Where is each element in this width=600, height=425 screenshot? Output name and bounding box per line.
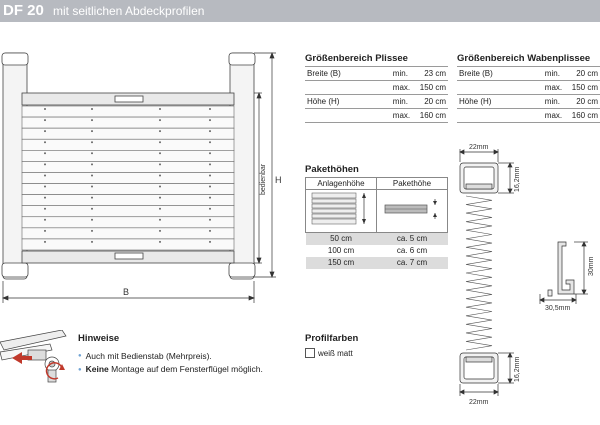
- pleat: [22, 217, 234, 228]
- paket-col1-header: Anlagenhöhe: [306, 178, 377, 190]
- cord-hole: [91, 174, 93, 176]
- waben-row: [457, 67, 600, 81]
- plissee-label: [305, 109, 391, 123]
- cord-hole: [159, 119, 161, 121]
- profilfarben-title: Profilfarben: [305, 333, 359, 344]
- plissee-value: 20 cm: [414, 95, 448, 109]
- hinweis-item-1: [78, 350, 263, 363]
- hinweise-list: [78, 350, 263, 377]
- plissee-table: [305, 66, 448, 123]
- paket-a-0: 50 cm: [306, 233, 377, 245]
- cord-hole: [159, 174, 161, 176]
- cord-hole: [91, 163, 93, 165]
- waben-title: Größenbereich Wabenplissee: [457, 53, 591, 64]
- cord-hole: [209, 119, 211, 121]
- pleat-stack-icon: [306, 190, 376, 230]
- cord-hole: [91, 241, 93, 243]
- cord-hole: [91, 152, 93, 154]
- plissee-row: [305, 109, 448, 123]
- waben-label: Höhe (H): [457, 95, 543, 109]
- plissee-value: 150 cm: [414, 81, 448, 95]
- cord-hole: [44, 219, 46, 221]
- cord-hole: [91, 119, 93, 121]
- pleat: [22, 150, 234, 161]
- paket-b-1: ca. 6 cm: [377, 245, 448, 257]
- cord-hole: [44, 230, 46, 232]
- hinweis-item-2-text: Montage auf dem Fensterflügel möglich.: [108, 364, 263, 375]
- cord-hole: [209, 197, 211, 199]
- plissee-row: [305, 67, 448, 81]
- cord-hole: [91, 230, 93, 232]
- pakethoehe-figure: [377, 190, 448, 233]
- plissee-kind: min.: [391, 95, 415, 109]
- waben-kind: max.: [543, 109, 567, 123]
- top-height-label: 16,2mm: [514, 166, 521, 192]
- waben-label: [457, 109, 543, 123]
- plissee-kind: max.: [391, 81, 415, 95]
- plissee-kind: min.: [391, 67, 415, 81]
- mounting-illustration: [0, 330, 75, 390]
- pleat: [22, 128, 234, 139]
- side-width-label: 30,5mm: [545, 305, 571, 312]
- cord-hole: [44, 130, 46, 132]
- cord-hole: [91, 219, 93, 221]
- plissee-row: [305, 81, 448, 95]
- plissee-label: [305, 81, 391, 95]
- cord-hole: [159, 108, 161, 110]
- anlagenhoehe-figure: [306, 190, 377, 233]
- dim-b-label: B: [123, 287, 130, 297]
- profile-section-diagram: [452, 140, 600, 410]
- paket-table: [305, 177, 448, 269]
- plissee-label: Breite (B): [305, 67, 391, 81]
- paket-col2-header: Pakethöhe: [377, 178, 448, 190]
- product-title: DF 20: [3, 2, 44, 19]
- waben-row: [457, 109, 600, 123]
- waben-value: 20 cm: [566, 95, 600, 109]
- cord-hole: [159, 197, 161, 199]
- paket-title: Pakethöhen: [305, 164, 359, 175]
- cord-hole: [91, 108, 93, 110]
- pleat: [22, 106, 234, 117]
- cord-hole: [159, 130, 161, 132]
- bot-height-label: 16,2mm: [514, 356, 521, 382]
- pleat: [22, 228, 234, 239]
- plissee-kind: max.: [391, 109, 415, 123]
- side-height-label: 30mm: [588, 256, 595, 276]
- cord-hole: [209, 219, 211, 221]
- cord-hole: [209, 174, 211, 176]
- waben-row: [457, 95, 600, 109]
- plissee-title: Größenbereich Plissee: [305, 53, 408, 64]
- cord-hole: [159, 208, 161, 210]
- cord-hole: [44, 163, 46, 165]
- waben-row: [457, 81, 600, 95]
- plissee-row: [305, 95, 448, 109]
- waben-kind: min.: [543, 67, 567, 81]
- cord-hole: [209, 152, 211, 154]
- color-label-weiss: weiß matt: [318, 349, 353, 358]
- color-swatch-weiss[interactable]: [305, 348, 315, 358]
- cord-hole: [159, 241, 161, 243]
- cord-hole: [91, 141, 93, 143]
- top-width-label: 22mm: [469, 144, 489, 151]
- cord-hole: [159, 163, 161, 165]
- pleat: [22, 161, 234, 172]
- paket-b-2: ca. 7 cm: [377, 257, 448, 269]
- paket-b-0: ca. 5 cm: [377, 233, 448, 245]
- hinweis-item-2-bold: Keine: [85, 364, 109, 375]
- waben-value: 20 cm: [566, 67, 600, 81]
- cord-hole: [159, 219, 161, 221]
- pleat: [22, 239, 234, 250]
- cord-hole: [44, 208, 46, 210]
- waben-kind: max.: [543, 81, 567, 95]
- cord-hole: [44, 174, 46, 176]
- product-subtitle: mit seitlichen Abdeckprofilen: [53, 4, 205, 18]
- waben-kind: min.: [543, 95, 567, 109]
- waben-value: 160 cm: [566, 109, 600, 123]
- cord-hole: [44, 152, 46, 154]
- bot-width-label: 22mm: [469, 399, 489, 406]
- cord-hole: [159, 152, 161, 154]
- pleat: [22, 195, 234, 206]
- cord-hole: [209, 186, 211, 188]
- cord-hole: [44, 119, 46, 121]
- cord-hole: [91, 197, 93, 199]
- cord-hole: [209, 130, 211, 132]
- waben-label: Breite (B): [457, 67, 543, 81]
- pleat: [22, 184, 234, 195]
- cord-hole: [44, 197, 46, 199]
- cord-hole: [159, 186, 161, 188]
- pleat: [22, 172, 234, 183]
- cord-hole: [209, 141, 211, 143]
- hinweis-item-1-text: Auch mit Bedienstab (Mehrpreis).: [85, 351, 212, 361]
- plissee-value: 160 cm: [414, 109, 448, 123]
- cord-hole: [209, 108, 211, 110]
- cord-hole: [159, 230, 161, 232]
- paket-a-2: 150 cm: [306, 257, 377, 269]
- pleat: [22, 117, 234, 128]
- hinweis-item-2: [78, 363, 263, 376]
- cord-hole: [209, 241, 211, 243]
- cord-hole: [44, 141, 46, 143]
- window-diagram: [0, 45, 300, 315]
- hinweise-title: Hinweise: [78, 333, 120, 344]
- dim-h-label: H: [275, 175, 282, 185]
- paket-a-1: 100 cm: [306, 245, 377, 257]
- plissee-label: Höhe (H): [305, 95, 391, 109]
- pleat: [22, 206, 234, 217]
- pleat-packet-icon: [377, 190, 447, 230]
- plissee-value: 23 cm: [414, 67, 448, 81]
- cord-hole: [91, 186, 93, 188]
- waben-table: [457, 66, 600, 123]
- cord-hole: [44, 186, 46, 188]
- cord-hole: [91, 130, 93, 132]
- cord-hole: [44, 241, 46, 243]
- header-bar: [0, 0, 600, 22]
- cord-hole: [159, 141, 161, 143]
- waben-label: [457, 81, 543, 95]
- cord-hole: [209, 208, 211, 210]
- cord-hole: [44, 108, 46, 110]
- dim-bedienbar-label: bedienbar: [260, 163, 267, 195]
- cord-hole: [91, 208, 93, 210]
- cord-hole: [209, 230, 211, 232]
- cord-hole: [209, 163, 211, 165]
- pleat: [22, 139, 234, 150]
- waben-value: 150 cm: [566, 81, 600, 95]
